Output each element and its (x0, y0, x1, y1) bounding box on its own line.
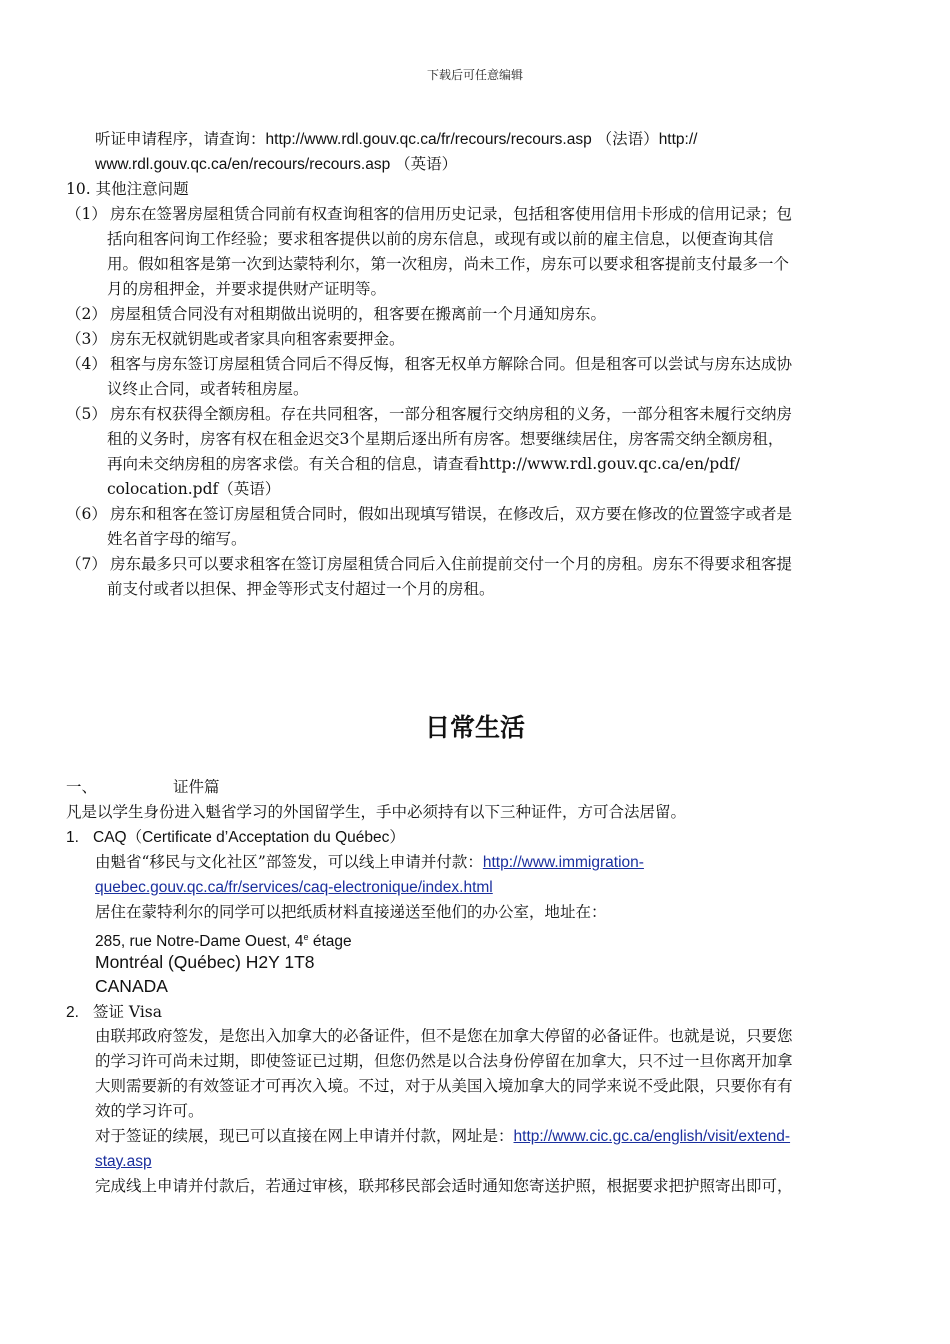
visa-renew-url-part2[interactable]: stay.asp (95, 1153, 152, 1170)
list-item-number: （6） (66, 505, 107, 523)
caq-url-part1[interactable]: http://www.immigration- (482, 854, 644, 871)
caq-issued-line (95, 850, 644, 875)
list-item-line: 房东最多只可以要求租客在签订房屋租赁合同后入住前提前交付一个月的房租。房东不得要求租客提 (110, 555, 793, 573)
visa-heading: 签证 Visa (93, 1003, 163, 1021)
list-item-number: （3） (66, 330, 107, 348)
address-floor-sup: e (303, 932, 309, 942)
visa-renew-url-part1[interactable]: http://www.cic.gc.ca/english/visit/extend- (513, 1128, 791, 1145)
hearing-text: 听证申请程序，请查询： (95, 130, 266, 148)
list-item-number: （1） (66, 205, 107, 223)
part1-number: 一、 (66, 778, 98, 796)
address-street: 285, rue Notre-Dame Ouest, 4 (95, 933, 304, 950)
list-item-line: 房东有权获得全额房租。存在共同租客，一部分租客履行交纳房租的义务，一部分租客未履行交纳房 (110, 405, 793, 423)
hearing-url-en-start[interactable]: http:// (658, 131, 698, 148)
section-10-heading: 10. 其他注意问题 (66, 180, 189, 198)
list-item-number: （4） (66, 355, 107, 373)
hearing-url-fr[interactable]: http://www.rdl.gouv.qc.ca/fr/recours/recours.asp (265, 131, 592, 148)
hearing-lang-fr: （法语） (596, 130, 659, 148)
list-item-line: 再向未交纳房租的房客求偿。有关合租的信息，请查看http://www.rdl.gouv.qc.ca/en/pdf/ (107, 455, 741, 473)
hearing-lang-en: （英语） (395, 155, 458, 173)
caq-url-part2[interactable]: quebec.gouv.qc.ca/fr/services/caq-electronique/index.html (95, 879, 493, 896)
section-title: 日常生活 (424, 713, 525, 742)
list-item-line: 月的房租押金，并要求提供财产证明等。 (107, 280, 387, 298)
list-item-line: 房屋租赁合同没有对租期做出说明的，租客要在搬离前一个月通知房东。 (110, 305, 607, 323)
list-item-line: 前支付或者以担保、押金等形式支付超过一个月的房租。 (107, 580, 495, 598)
list-item-number: （7） (66, 555, 107, 573)
visa-renew-text: 对于签证的续展，现已可以直接在网上申请并付款，网址是： (95, 1127, 514, 1145)
list-item-line: 用。假如租客是第一次到达蒙特利尔，第一次租房，尚未工作，房东可以要求租客提前支付最多一个 (107, 255, 790, 273)
page-header: 下载后可任意编辑 (426, 68, 523, 82)
hearing-line-1 (95, 127, 697, 152)
list-item-line: colocation.pdf（英语） (107, 480, 281, 498)
caq-heading: CAQ（Certificate d’Acceptation du Québec） (93, 829, 405, 846)
intro-paragraph: 凡是以学生身份进入魁省学习的外国留学生，手中必须持有以下三种证件，方可合法居留。 (66, 803, 687, 821)
list-item-line: 租的义务时，房客有权在租金迟交3个星期后逐出所有房客。想要继续居住，房客需交纳全额房租， (107, 430, 784, 448)
part1-label: 证件篇 (173, 778, 220, 796)
visa-paragraph-line: 效的学习许可。 (95, 1102, 204, 1120)
visa-paragraph-line: 由联邦政府签发，是您出入加拿大的必备证件，但不是您在加拿大停留的必备证件。也就是说，只要您 (95, 1027, 793, 1045)
list-item-line: 房东在签署房屋租赁合同前有权查询租客的信用历史记录，包括租客使用信用卡形成的信用记录；包 (110, 205, 793, 223)
list-item-line: 房东和租客在签订房屋租赁合同时，假如出现填写错误，在修改后，双方要在修改的位置签字或者是 (110, 505, 793, 523)
visa-heading-number: 2. (66, 1004, 79, 1021)
list-item-line: 租客与房东签订房屋租赁合同后不得反悔，租客无权单方解除合同。但是租客可以尝试与房东达成协 (110, 355, 793, 373)
visa-paragraph-line: 的学习许可尚未过期，即使签证已过期，但您仍然是以合法身份停留在加拿大，只不过一旦你离开加拿 (95, 1052, 793, 1070)
visa-paragraph-line: 大则需要新的有效签证才可再次入境。不过，对于从美国入境加拿大的同学来说不受此限，只要你有有 (95, 1077, 793, 1095)
address-line-2: Montréal (Québec) H2Y 1T8 (95, 952, 315, 972)
list-item-line: 议终止合同，或者转租房屋。 (107, 380, 309, 398)
list-item-number: （5） (66, 405, 107, 423)
caq-office-note: 居住在蒙特利尔的同学可以把纸质材料直接递送至他们的办公室，地址在： (95, 903, 607, 921)
address-line-3: CANADA (95, 976, 168, 996)
visa-renew-line (95, 1124, 790, 1149)
list-item-line: 房东无权就钥匙或者家具向租客索要押金。 (110, 330, 405, 348)
caq-issued-text: 由魁省“移民与文化社区”部签发，可以线上申请并付款： (95, 853, 483, 871)
address-floor: étage (308, 933, 352, 950)
hearing-url-en[interactable]: www.rdl.gouv.qc.ca/en/recours/recours.asp (95, 156, 391, 173)
caq-heading-number: 1. (66, 829, 79, 846)
visa-last-line: 完成线上申请并付款后，若通过审核，联邦移民部会适时通知您寄送护照，根据要求把护照寄出即可， (95, 1177, 793, 1195)
list-item-line: 姓名首字母的缩写。 (107, 530, 247, 548)
list-item-number: （2） (66, 305, 107, 323)
list-item-line: 括向租客问询工作经验；要求租客提供以前的房东信息，或现有或以前的雇主信息，以便查询其信 (107, 230, 774, 248)
hearing-line-2 (95, 152, 457, 177)
